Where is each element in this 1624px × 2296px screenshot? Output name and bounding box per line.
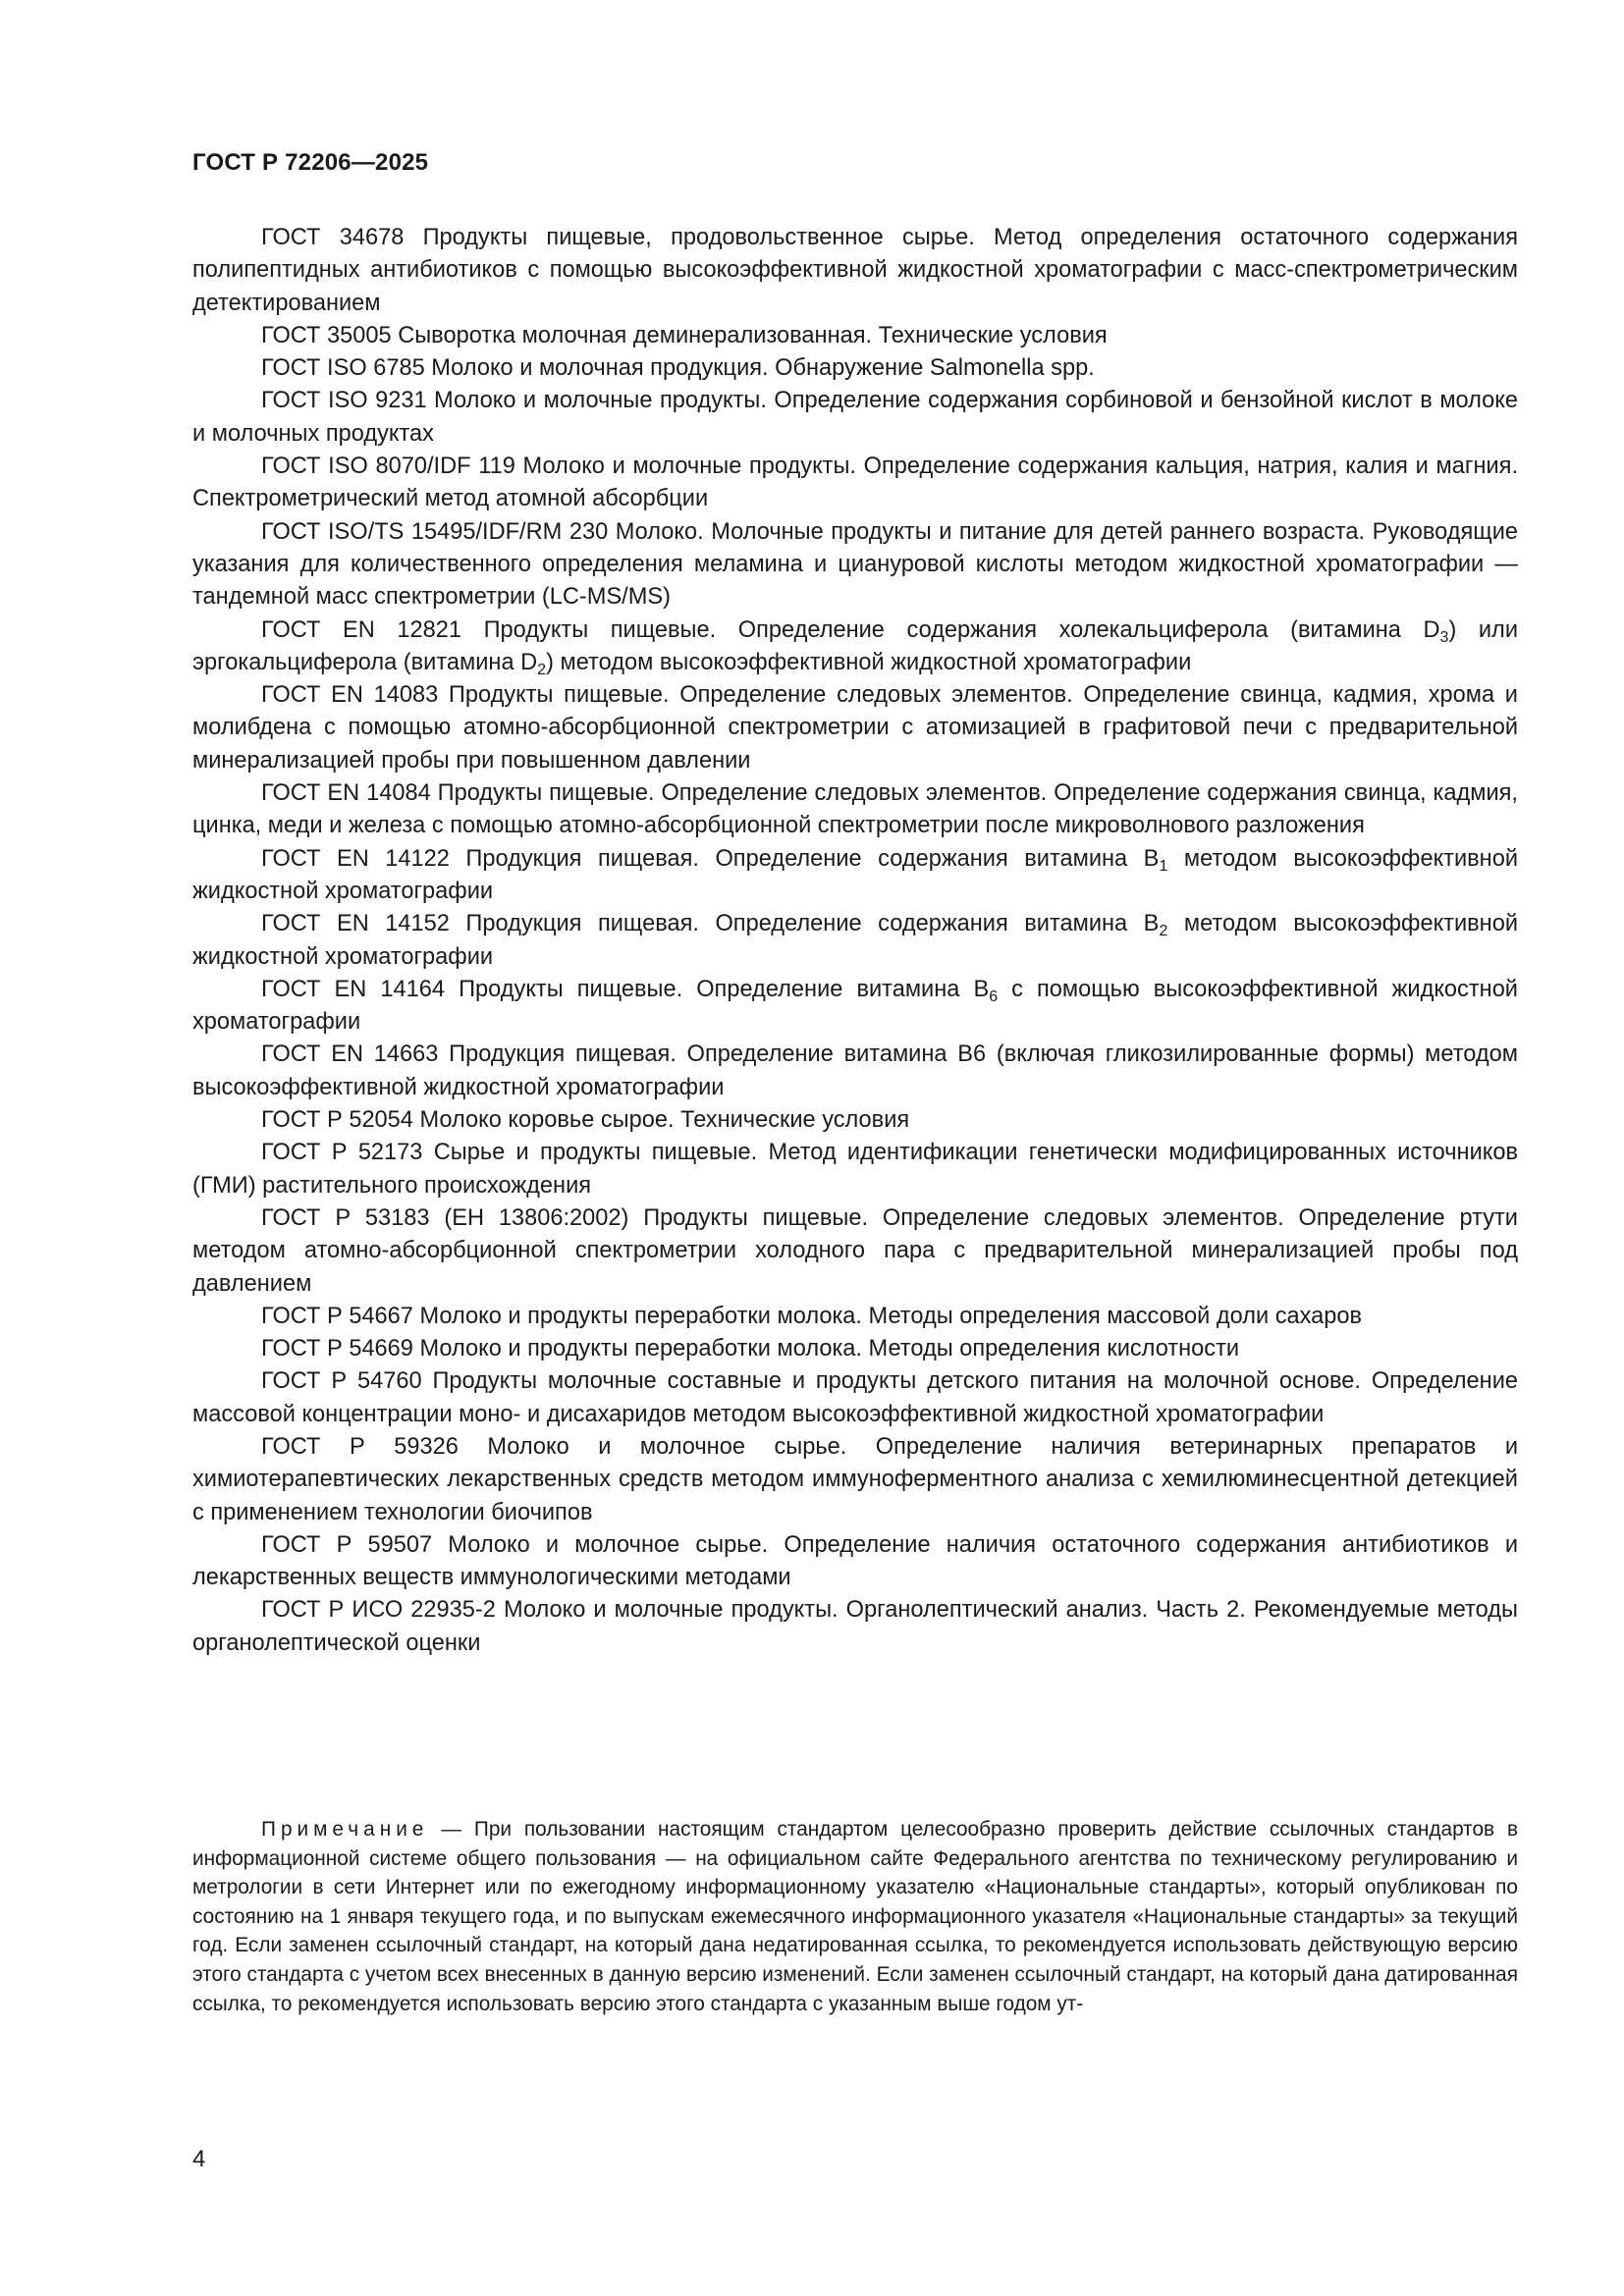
reference-text: ГОСТ EN 14164 Продукты пищевые. Определение витамина B [261, 976, 990, 1002]
subscript: 6 [989, 988, 999, 1005]
reference-item: ГОСТ EN 14663 Продукция пищевая. Определение витамина B6 (включая гликозилированные формы) методом высокоэффективной жидкостной хроматографии [192, 1041, 1518, 1100]
reference-item: ГОСТ ISO 8070/IDF 119 Молоко и молочные продукты. Определение содержания кальция, натрия, калия и магния. Спектрометрический метод атомной абсорбции [192, 454, 1518, 512]
reference-item: ГОСТ ISO/TS 15495/IDF/RM 230 Молоко. Молочные продукты и питание для детей раннего возраста. Руководящие указания для количественного определения меламина и циануровой кислоты методом жидкостной хроматографии — тандемной масс спектрометрии (LC-MS/MS) [192, 518, 1518, 611]
reference-item: ГОСТ Р 54667 Молоко и продукты переработки молока. Методы определения массовой доли сахаров [261, 1303, 1363, 1329]
reference-item [192, 974, 1518, 1040]
subscript: 3 [1439, 628, 1449, 646]
reference-item: ГОСТ EN 14084 Продукты пищевые. Определение следовых элементов. Определение содержания свинца, кадмия, цинка, меди и железа с помощью атомно-абсорбционной спектрометрии после микроволнового разложения [192, 780, 1518, 839]
reference-item: ГОСТ ISO 9231 Молоко и молочные продукты. Определение содержания сорбиновой и бензойной кислот в молоке и молочных продуктах [192, 388, 1518, 447]
subscript: 2 [1159, 923, 1168, 940]
reference-item: ГОСТ ISO 6785 Молоко и молочная продукция. Обнаружение Salmonella spp. [261, 355, 1095, 382]
reference-text: ) методом высокоэффективной жидкостной хроматографии [546, 649, 1192, 675]
reference-item: ГОСТ Р ИСО 22935-2 Молоко и молочные продукты. Органолептический анализ. Часть 2. Рекомендуемые методы органолептической оценки [192, 1597, 1518, 1656]
reference-item: ГОСТ 35005 Сыворотка молочная деминерализованная. Технические условия [261, 322, 1108, 348]
reference-item: ГОСТ Р 59326 Молоко и молочное сырье. Определение наличия ветеринарных препаратов и химиотерапевтических лекарственных средств методом иммуноферментного анализа с хемилюминесцентной детекцией с применением технологии биочипов [192, 1433, 1518, 1525]
reference-text: ГОСТ EN 14152 Продукция пищевая. Определение содержания витамина B [261, 911, 1160, 937]
reference-item [192, 908, 1518, 974]
reference-text: ГОСТ EN 14122 Продукция пищевая. Определение содержания витамина B [261, 845, 1160, 872]
subscript: 2 [537, 661, 547, 678]
reference-text: ) или эргокальциферола (витамина D [192, 616, 1519, 675]
note-label: Примечание [261, 1818, 429, 1841]
referenced-standards-list [192, 222, 1518, 1660]
document-code-header: ГОСТ Р 72206—2025 [192, 149, 429, 176]
reference-text: с помощью высокоэффективной жидкостной хроматографии [192, 976, 1518, 1036]
reference-item: ГОСТ Р 52054 Молоко коровье сырое. Технические условия [261, 1107, 910, 1134]
note-paragraph [192, 1815, 1518, 2018]
page-number: 4 [192, 2146, 206, 2172]
reference-item [192, 614, 1518, 680]
reference-text: методом высокоэффективной жидкостной хроматографии [192, 911, 1519, 970]
reference-item: ГОСТ EN 14083 Продукты пищевые. Определение следовых элементов. Определение свинца, кадмия, хрома и молибдена с помощью атомно-абсорбционной спектрометрии с атомизацией в графитовой печи с предварительной минерализацией пробы при повышенном давлении [192, 682, 1518, 774]
reference-item: ГОСТ Р 54669 Молоко и продукты переработки молока. Методы определения кислотности [261, 1336, 1240, 1362]
reference-item: ГОСТ Р 54760 Продукты молочные составные и продукты детского питания на молочной основе. Определение массовой концентрации моно- и дисахаридов методом высокоэффективной жидкостной хроматографии [192, 1368, 1518, 1427]
note-text: — При пользовании настоящим стандартом целесообразно проверить действие ссылочных стандартов в информационной системе общего пользования — на официальном сайте Федерального агентства по техническому регулированию и метрологии в сети Интернет или по ежегодному информационному указателю «Национальные стандарты», который опубликован по состоянию на 1 января текущего года, и по выпускам ежемесячного информационного указателя «Национальные стандарты» за текущий год. Если заменен ссылочный стандарт, на который дана недатированная ссылка, то рекомендуется использовать действующую версию этого стандарта с учетом всех внесенных в данную версию изменений. Если заменен ссылочный стандарт, на который дана датированная ссылка, то рекомендуется использовать версию этого стандарта с указанным выше годом ут- [192, 1818, 1518, 2015]
reference-item [192, 843, 1518, 909]
reference-text: ГОСТ EN 12821 Продукты пищевые. Определение содержания холекальциферола (витамина D [261, 616, 1440, 643]
reference-item: ГОСТ 34678 Продукты пищевые, продовольственное сырье. Метод определения остаточного содержания полипептидных антибиотиков с помощью высокоэффективной жидкостной хроматографии с масс-спектрометрическим детектированием [192, 225, 1518, 316]
reference-item: ГОСТ Р 53183 (ЕН 13806:2002) Продукты пищевые. Определение следовых элементов. Определение ртути методом атомно-абсорбционной спектрометрии холодного пара с предварительной минерализацией пробы под давлением [192, 1204, 1518, 1297]
reference-item: ГОСТ Р 52173 Сырье и продукты пищевые. Метод идентификации генетически модифицированных источников (ГМИ) растительного происхождения [192, 1140, 1518, 1199]
subscript: 1 [1159, 857, 1168, 875]
reference-text: методом высокоэффективной жидкостной хроматографии [192, 845, 1519, 904]
reference-item: ГОСТ Р 59507 Молоко и молочное сырье. Определение наличия остаточного содержания антибиотиков и лекарственных веществ иммунологическими методами [192, 1531, 1518, 1591]
